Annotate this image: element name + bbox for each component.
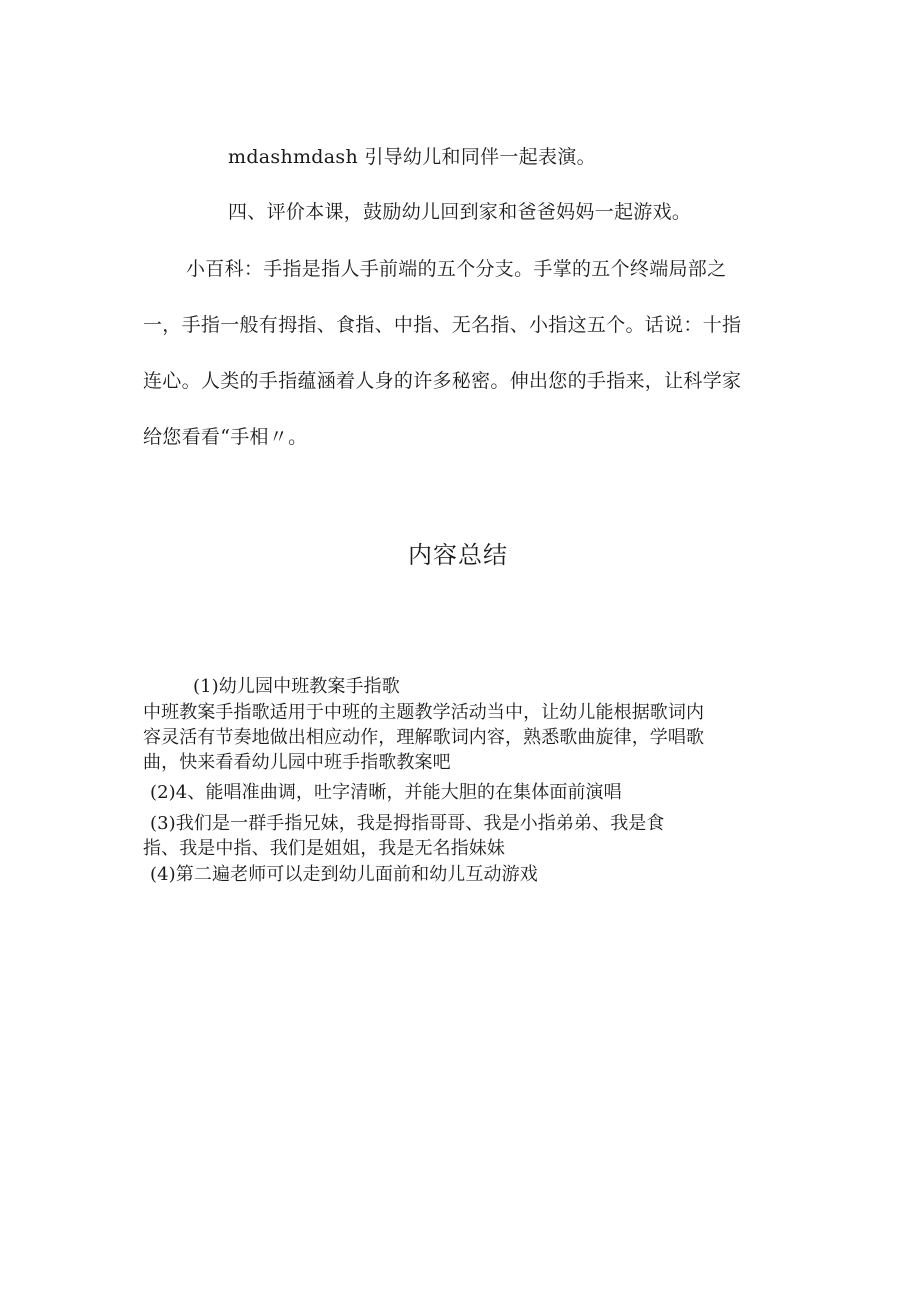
summary-item: (3)我们是一群手指兄妹，我是拇指哥哥、我是小指弟弟、我是食 bbox=[150, 813, 665, 834]
encyclopedia-line: 给您看看“手相〃。 bbox=[143, 426, 308, 448]
summary-item-body: 容灵活有节奏地做出相应动作，理解歌词内容，熟悉歌曲旋律，学唱歌 bbox=[143, 727, 705, 748]
summary-item: (4)第二遍老师可以走到幼儿面前和幼儿互动游戏 bbox=[150, 864, 538, 885]
encyclopedia-line: 一，手指一般有拇指、食指、中指、无名指、小指这五个。话说：十指 bbox=[143, 314, 742, 336]
encyclopedia-line: 连心。人类的手指蕴涵着人身的许多秘密。伸出您的手指来，让科学家 bbox=[143, 370, 742, 392]
activity-step-text: mdashmdash 引导幼儿和同伴一起表演。 bbox=[228, 146, 596, 168]
evaluation-step-text: 四、评价本课，鼓励幼儿回到家和爸爸妈妈一起游戏。 bbox=[228, 201, 692, 223]
summary-item: (2)4、能唱准曲调，吐字清晰，并能大胆的在集体面前演唱 bbox=[150, 782, 622, 803]
summary-item-title: (1)幼儿园中班教案手指歌 bbox=[193, 676, 400, 697]
summary-item-body: 曲，快来看看幼儿园中班手指歌教案吧 bbox=[143, 752, 451, 773]
summary-item-continuation: 指、我是中指、我们是姐姐，我是无名指妹妹 bbox=[143, 838, 505, 859]
summary-heading: 内容总结 bbox=[408, 541, 508, 569]
encyclopedia-line: 小百科：手指是指人手前端的五个分支。手掌的五个终端局部之 bbox=[186, 258, 727, 280]
summary-item-body: 中班教案手指歌适用于中班的主题教学活动当中，让幼儿能根据歌词内 bbox=[143, 702, 705, 723]
